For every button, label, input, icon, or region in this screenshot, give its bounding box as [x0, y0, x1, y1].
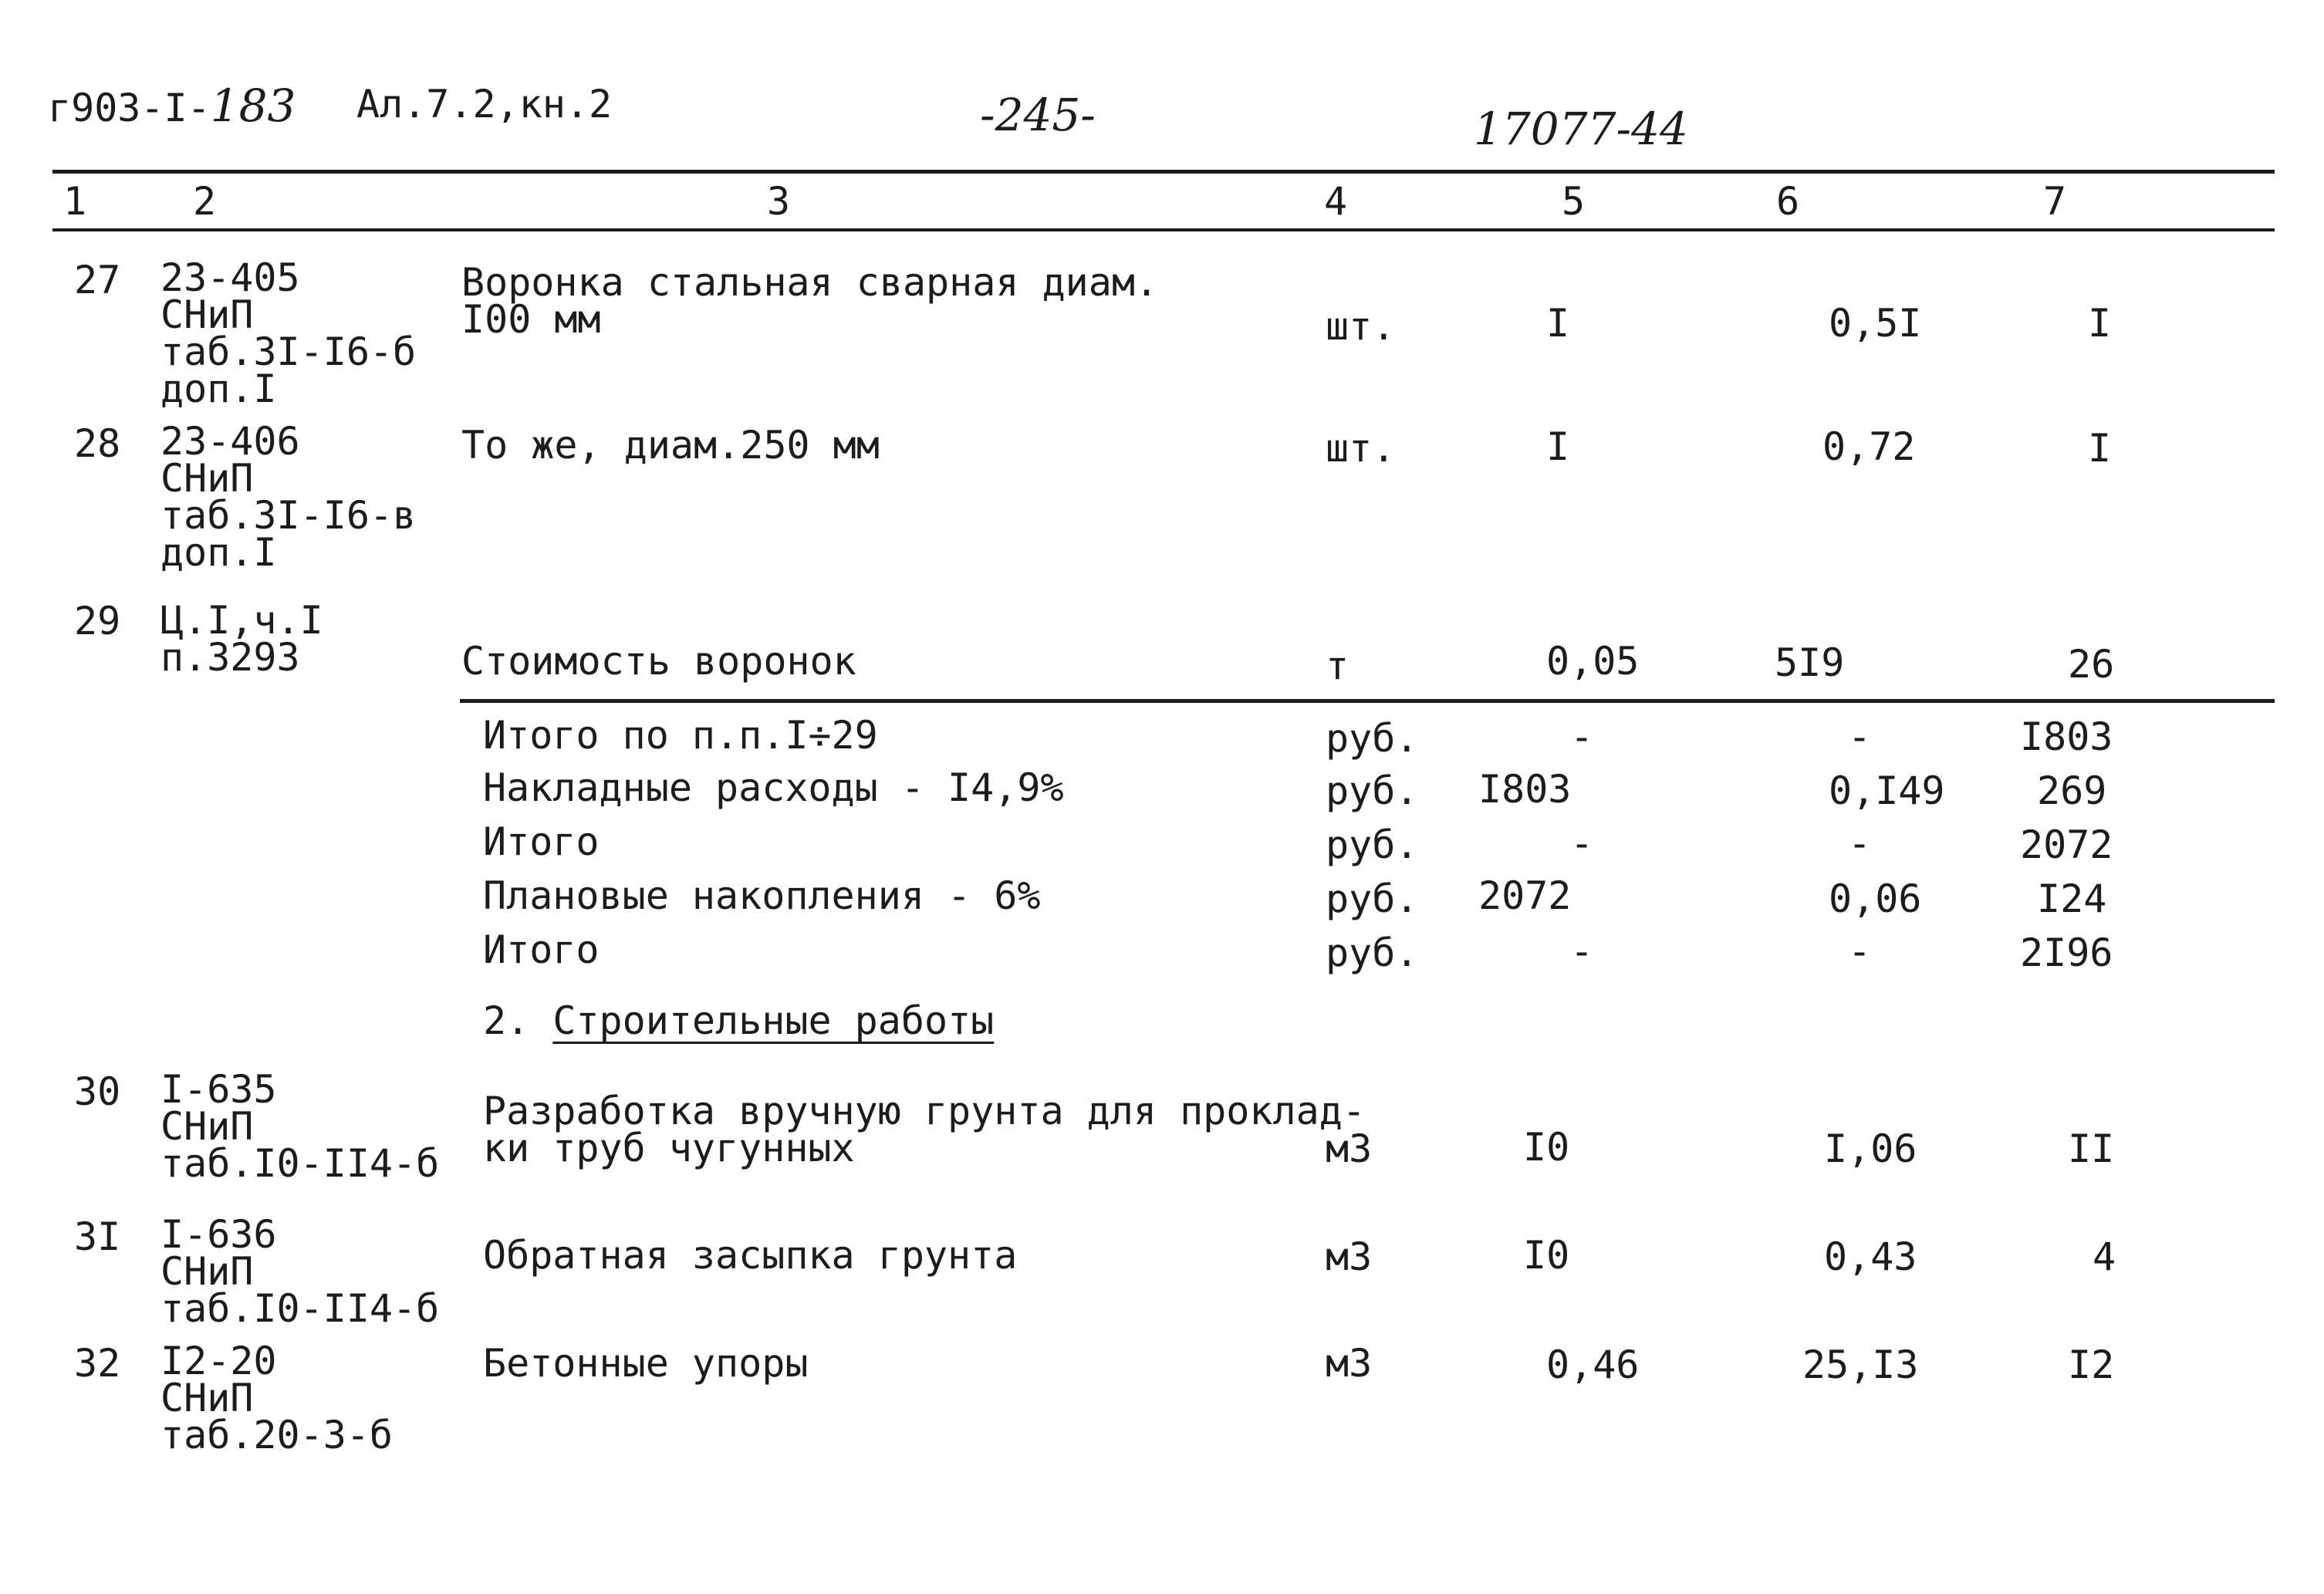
row-28-ref — [160, 419, 417, 575]
desc-line: ки труб чугунных — [483, 1126, 855, 1170]
row-31-price: 0,43 — [1824, 1234, 1917, 1279]
row-32-num: 32 — [74, 1341, 121, 1386]
row-27-qty: I — [1546, 301, 1570, 346]
row-28-price: 0,72 — [1822, 424, 1916, 469]
row-29-ref — [160, 598, 323, 680]
ref-line: I-635 — [160, 1067, 277, 1112]
row-27-unit: шт. — [1326, 304, 1396, 349]
row-29-qty: 0,05 — [1546, 639, 1640, 684]
row-30-qty: I0 — [1523, 1125, 1570, 1170]
section-title: Строительные работы — [552, 998, 995, 1043]
row-27-ref — [160, 255, 417, 411]
row-29-num: 29 — [74, 599, 121, 643]
ref-line: доп.I — [160, 366, 277, 411]
row-31-num: 3I — [74, 1214, 121, 1259]
row-28-unit: шт. — [1326, 426, 1396, 471]
summary-4-base: 2072 — [1478, 873, 1572, 918]
ref-line: СНиП — [160, 456, 254, 501]
row-27-price: 0,5I — [1829, 301, 1922, 346]
row-29-desc: Стоимость воронок — [461, 639, 856, 684]
summary-4-unit: руб. — [1326, 876, 1419, 921]
summary-2-base: I803 — [1478, 767, 1572, 812]
ref-line: 23-405 — [160, 255, 300, 300]
summary-1-unit: руб. — [1326, 716, 1419, 761]
row-31-ref — [160, 1212, 440, 1331]
ref-line: СНиП — [160, 1104, 254, 1149]
doc-code-handwritten: 183 — [210, 79, 296, 132]
row-30-total: II — [2068, 1126, 2115, 1171]
summary-3-label: Итого — [483, 819, 600, 864]
row-31-desc: Обратная засыпка грунта — [483, 1233, 1018, 1278]
col-header-6: 6 — [1776, 179, 1800, 224]
row-28-qty: I — [1546, 424, 1570, 469]
album-ref: Ал.7.2,кн.2 — [356, 82, 613, 127]
row-31-total: 4 — [2093, 1234, 2116, 1279]
summary-3-total: 2072 — [2020, 822, 2113, 867]
row-28-num: 28 — [74, 421, 121, 466]
row-27-total: I — [2088, 301, 2112, 346]
doc-code-text: г903-I- — [48, 86, 211, 130]
row-30-desc — [483, 1089, 1366, 1170]
ref-line: 23-406 — [160, 419, 300, 464]
row-29-unit: т — [1326, 643, 1349, 688]
row-32-qty: 0,46 — [1546, 1342, 1640, 1387]
row-31-qty: I0 — [1523, 1233, 1570, 1278]
col-header-4: 4 — [1324, 179, 1348, 224]
header-bottom-rule — [52, 228, 2275, 231]
ref-line: таб.3I-I6-в — [160, 493, 417, 538]
col-header-3: 3 — [767, 179, 791, 224]
summary-5-unit: руб. — [1326, 930, 1419, 975]
ref-line: I2-20 — [160, 1339, 277, 1383]
row-30-num: 30 — [74, 1069, 121, 1114]
summary-4-rate: 0,06 — [1829, 876, 1922, 921]
row-31-unit: м3 — [1326, 1234, 1373, 1279]
ref-line: СНиП — [160, 1376, 254, 1420]
col-header-2: 2 — [193, 179, 217, 224]
row-27-num: 27 — [74, 258, 121, 302]
col-header-5: 5 — [1562, 179, 1586, 224]
row-30-unit: м3 — [1326, 1126, 1373, 1171]
summary-1-label: Итого по п.п.I÷29 — [483, 713, 878, 758]
ref-line: таб.I0-II4-б — [160, 1141, 440, 1186]
section-heading — [483, 998, 995, 1043]
col-header-1: 1 — [63, 179, 87, 224]
summary-rule — [460, 699, 2275, 703]
summary-3-unit: руб. — [1326, 822, 1419, 867]
row-32-total: I2 — [2068, 1342, 2115, 1387]
summary-2-rate: 0,I49 — [1829, 768, 1945, 813]
desc-line: Разработка вручную грунта для проклад- — [483, 1089, 1366, 1133]
ref-line: доп.I — [160, 530, 277, 575]
archive-number: 17077-44 — [1474, 103, 1688, 155]
col-header-7: 7 — [2043, 179, 2067, 224]
row-28-desc: То же, диам.250 мм — [461, 423, 880, 468]
summary-1-rate: - — [1847, 714, 1872, 759]
summary-2-total: 269 — [2037, 768, 2107, 813]
row-27-desc — [461, 260, 1159, 342]
page-number: -245- — [980, 89, 1096, 141]
summary-1-total: I803 — [2020, 714, 2113, 759]
row-30-ref — [160, 1067, 440, 1186]
ref-line: СНиП — [160, 292, 254, 337]
desc-line: Воронка стальная сварная диам. — [461, 260, 1159, 305]
row-28-total: I — [2088, 426, 2112, 471]
summary-4-label: Плановые накопления - 6% — [483, 873, 1041, 918]
summary-5-rate: - — [1847, 929, 1872, 974]
summary-5-total: 2I96 — [2020, 930, 2113, 975]
ref-line: Ц.I,ч.I — [160, 598, 323, 643]
row-32-unit: м3 — [1326, 1341, 1373, 1386]
summary-2-label: Накладные расходы - I4,9% — [483, 765, 1064, 810]
row-32-price: 25,I3 — [1802, 1342, 1919, 1387]
summary-3-base: - — [1569, 821, 1594, 866]
summary-5-base: - — [1569, 929, 1594, 974]
header-top-rule — [52, 170, 2275, 174]
ref-line: п.3293 — [160, 635, 300, 680]
desc-line: I00 мм — [461, 297, 601, 342]
section-number: 2. — [483, 998, 530, 1043]
row-30-price: I,06 — [1824, 1126, 1917, 1171]
summary-4-total: I24 — [2037, 876, 2107, 921]
ref-line: таб.3I-I6-б — [160, 329, 417, 374]
ref-line: таб.I0-II4-б — [160, 1286, 440, 1331]
ref-line: СНиП — [160, 1249, 254, 1294]
row-29-price: 5I9 — [1775, 640, 1845, 685]
summary-2-unit: руб. — [1326, 768, 1419, 813]
doc-code — [48, 79, 296, 132]
row-29-total: 26 — [2068, 642, 2115, 687]
ref-line: таб.20-3-б — [160, 1413, 394, 1457]
row-32-ref — [160, 1339, 394, 1457]
row-32-desc: Бетонные упоры — [483, 1341, 809, 1386]
summary-3-rate: - — [1847, 821, 1872, 866]
ref-line: I-636 — [160, 1212, 277, 1257]
summary-5-label: Итого — [483, 927, 600, 972]
summary-1-base: - — [1569, 714, 1594, 759]
